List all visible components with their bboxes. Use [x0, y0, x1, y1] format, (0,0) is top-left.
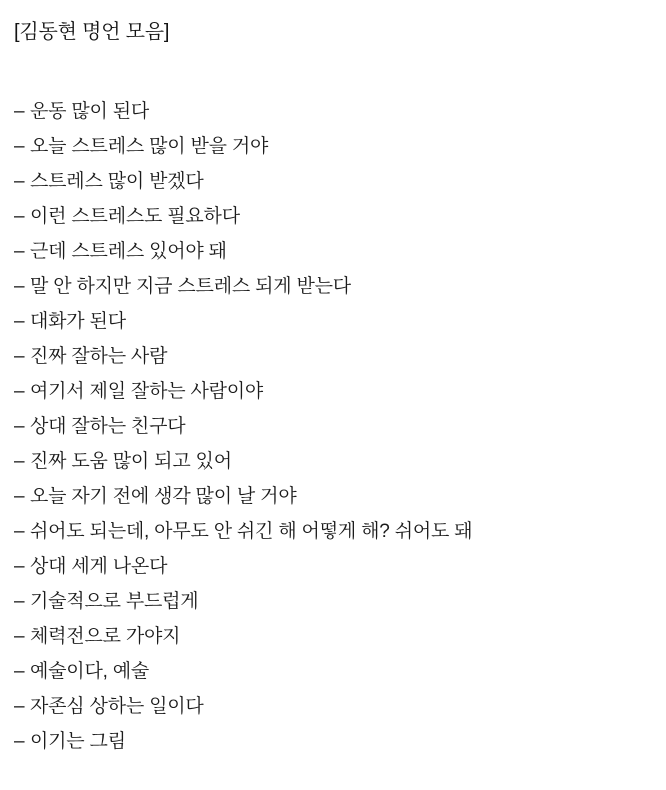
bullet-dash: – [14, 591, 25, 612]
list-item [14, 339, 652, 374]
bullet-dash: – [14, 241, 25, 262]
bullet-dash: – [14, 556, 25, 577]
list-item [14, 514, 652, 549]
list-item [14, 269, 652, 304]
bullet-dash: – [14, 311, 25, 332]
quote-text: 자존심 상하는 일이다 [30, 696, 204, 717]
bullet-dash: – [14, 381, 25, 402]
bullet-dash: – [14, 731, 25, 752]
list-item [14, 94, 652, 129]
list-item [14, 549, 652, 584]
quote-text: 기술적으로 부드럽게 [30, 591, 199, 612]
quote-text: 쉬어도 되는데, 아무도 안 쉬긴 해 어떻게 해? 쉬어도 돼 [30, 521, 473, 542]
quote-text: 오늘 스트레스 많이 받을 거야 [30, 136, 269, 157]
quote-list [14, 94, 652, 759]
quote-text: 말 안 하지만 지금 스트레스 되게 받는다 [30, 276, 351, 297]
bullet-dash: – [14, 451, 25, 472]
list-item [14, 374, 652, 409]
quote-text: 대화가 된다 [30, 311, 126, 332]
quote-text: 오늘 자기 전에 생각 많이 날 거야 [30, 486, 297, 507]
list-item [14, 164, 652, 199]
quote-text: 진짜 잘하는 사람 [30, 346, 168, 367]
bullet-dash: – [14, 101, 25, 122]
title-body-spacer [14, 60, 652, 94]
bullet-dash: – [14, 661, 25, 682]
list-item [14, 409, 652, 444]
bullet-dash: – [14, 276, 25, 297]
list-item [14, 234, 652, 269]
quote-text: 스트레스 많이 받겠다 [30, 171, 204, 192]
list-item [14, 654, 652, 689]
list-item [14, 304, 652, 339]
list-item [14, 444, 652, 479]
bullet-dash: – [14, 171, 25, 192]
quote-text: 예술이다, 예술 [30, 661, 150, 682]
quote-text: 근데 스트레스 있어야 돼 [30, 241, 227, 262]
quote-text: 여기서 제일 잘하는 사람이야 [30, 381, 264, 402]
bullet-dash: – [14, 696, 25, 717]
bullet-dash: – [14, 346, 25, 367]
list-item [14, 584, 652, 619]
bullet-dash: – [14, 416, 25, 437]
bullet-dash: – [14, 626, 25, 647]
list-item [14, 619, 652, 654]
quote-text: 이런 스트레스도 필요하다 [30, 206, 240, 227]
quote-text: 진짜 도움 많이 되고 있어 [30, 451, 232, 472]
bullet-dash: – [14, 206, 25, 227]
list-item [14, 479, 652, 514]
bullet-dash: – [14, 521, 25, 542]
bullet-dash: – [14, 136, 25, 157]
quote-text: 이기는 그림 [30, 731, 126, 752]
list-item [14, 689, 652, 724]
list-item [14, 199, 652, 234]
quote-text: 체력전으로 가야지 [30, 626, 181, 647]
list-item [14, 129, 652, 164]
quote-text: 상대 세게 나온다 [30, 556, 168, 577]
bullet-dash: – [14, 486, 25, 507]
quote-text: 운동 많이 된다 [30, 101, 150, 122]
page-title: [김동현 명언 모음] [14, 21, 170, 43]
list-item [14, 724, 652, 759]
quote-text: 상대 잘하는 친구다 [30, 416, 186, 437]
